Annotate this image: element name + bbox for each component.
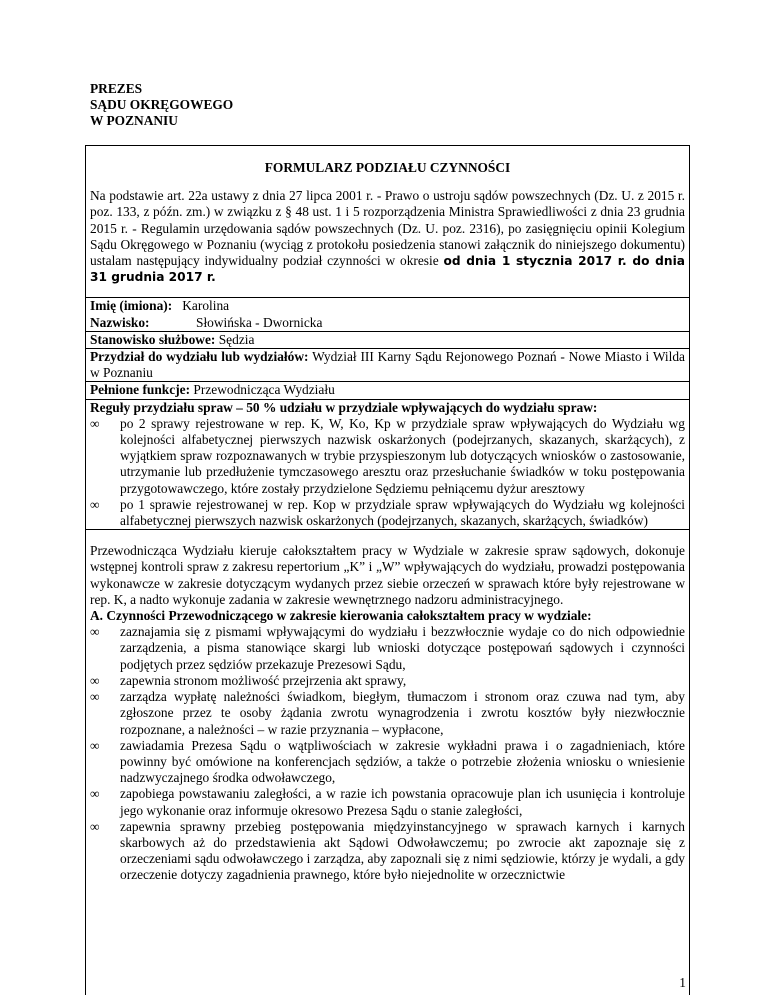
- bullet-icon: ∞: [90, 624, 100, 640]
- position-field: [86, 331, 689, 348]
- name-label: Imię (imiona):: [90, 298, 173, 314]
- list-item: ∞ zawiadamia Prezesa Sądu o wątpliwościach w zakresie wykładni prawa i o zagadnieniach, które powinny być omówione na konferencjach sędziów, a także o potrzebie złożenia wniosku o wniesienie nadzwyczajnego środka odwoławczego,: [90, 737, 685, 786]
- duties-paragraph: Przewodnicząca Wydziału kieruje całokształtem pracy w Wydziale w zakresie spraw sądowych, dokonuje wstępnej kontroli spraw z zakresu repertorium „K” i „W” wpływających do wydziału, prowadzi postępowania wykonawcze w zakresie dotyczącym wydanych przez siebie orzeczeń w sprawach które były rejestrowane w rep. K, a nadto wykonuje zadania w zakresie wewnętrznego nadzoru administracyjnego.: [90, 543, 685, 607]
- page-number: 1: [679, 975, 686, 990]
- form-intro: [90, 188, 685, 285]
- rules-heading: Reguły przydziału spraw – 50 % udziału w przydziale wpływających do wydziału spraw:: [90, 399, 598, 415]
- function-value: Przewodnicząca Wydziału: [193, 382, 335, 398]
- rules-list: [90, 416, 685, 529]
- header-line-2: SĄDU OKRĘGOWEGO: [90, 97, 234, 113]
- bullet-icon: ∞: [90, 415, 100, 431]
- form-box: [85, 145, 690, 995]
- bullet-icon: ∞: [90, 672, 100, 688]
- bullet-icon: ∞: [90, 496, 100, 512]
- bullet-icon: ∞: [90, 737, 100, 753]
- position-label: Stanowisko służbowe:: [90, 331, 216, 347]
- name-field: [86, 297, 689, 314]
- bullet-icon: ∞: [90, 786, 100, 802]
- list-item: ∞ zaznajamia się z pismami wpływającymi do wydziału i bezzwłocznie wydaje co do nich odpowiednie zarządzenia, a pisma stanowiące skargi lub wnioski dotyczące postępowań sądowych i czynności podjętych przez sędziów przekazuje Prezesowi Sądu,: [90, 624, 685, 672]
- list-item: ∞ zapewnia sprawny przebieg postępowania międzyinstancyjnego w sprawach karnych i karnych skarbowych aż do przedstawienia akt Sądowi Odwoławczemu; po zwrocie akt zapoznaje się z orzeczeniami sądu odwoławczego i zarządza, aby zapoznali się z nimi sędziowie, którzy je wydali, a gdy orzeczenie dotyczy zagadnienia prawnego, które było niejednolite w orzecznictwie: [90, 818, 685, 883]
- name-value: Karolina: [182, 298, 230, 314]
- header-line-1: PREZES: [90, 81, 143, 96]
- bullet-icon: ∞: [90, 818, 100, 834]
- surname-field: [90, 315, 685, 331]
- function-label: Pełnione funkcje:: [90, 382, 191, 398]
- section-a-list: [90, 624, 685, 883]
- department-label: Przydział do wydziału lub wydziałów:: [90, 349, 309, 365]
- surname-label: Nazwisko:: [90, 314, 150, 330]
- form-title: FORMULARZ PODZIAŁU CZYNNOŚCI: [264, 160, 511, 175]
- section-a-heading: A. Czynności Przewodniczącego w zakresie kierowania całokształtem pracy w wydziale:: [90, 608, 592, 624]
- intro-text: Na podstawie art. 22a ustawy z dnia 27 lipca 2001 r. - Prawo o ustroju sądów powszechnych (Dz. U. z 2015 r. poz. 133, z późn. zm.) w związku z § 48 ust. 1 i 5 rozporządzenia Ministra Sprawiedliwości z dnia 23 grudnia 2015 r. - Regulamin urzędowania sądów powszechnych (Dz. U. poz. 2316), po zasięgnięciu opinii Kolegium Sądu Okręgowego w Poznaniu (wyciąg z protokołu posiedzenia stanowi załącznik do niniejszego dokumentu) ustalam następujący indywidualny podział czynności w okresie: [90, 188, 685, 269]
- period-text: od dnia 1 stycznia 2017 r. do dnia 31 grudnia 2017 r.: [90, 254, 685, 285]
- bullet-icon: ∞: [90, 689, 100, 705]
- addressee-header: [90, 81, 233, 130]
- header-line-3: W POZNANIU: [90, 113, 178, 129]
- function-field: [86, 381, 689, 398]
- rules-section: [86, 399, 689, 530]
- department-value: Wydział III Karny Sądu Rejonowego Poznań - Nowe Miasto i Wilda w Poznaniu: [90, 349, 685, 381]
- position-value: Sędzia: [218, 331, 255, 347]
- list-item: ∞ zarządza wypłatę należności świadkom, biegłym, tłumaczom i stronom oraz czuwa nad tym, aby zgłoszone przez te osoby żądania zwrotu wynagrodzenia i zwrotu kosztów były niezwłocznie rozpoznane, a należności – w razie przyznania – wypłacone,: [90, 689, 685, 737]
- list-item: ∞ zapobiega powstawaniu zaległości, a w razie ich powstania opracowuje plan ich usunięcia i kontroluje jego wykonanie oraz informuje okresowo Prezesa Sądu o stanie zaległości,: [90, 786, 685, 818]
- section-divider: [86, 529, 689, 543]
- surname-value: Słowińska - Dwornicka: [196, 314, 323, 330]
- list-item: ∞ po 1 sprawie rejestrowanej w rep. Kop w przydziale spraw wpływających do Wydziału wg kolejności alfabetycznej pierwszych nazwisk oskarżonych (podejrzanych, skazanych, skarżących, świadków): [90, 496, 685, 529]
- department-field: [86, 348, 689, 381]
- list-item: ∞ zapewnia stronom możliwość przejrzenia akt sprawy,: [90, 672, 407, 688]
- list-item: ∞ po 2 sprawy rejestrowane w rep. K, W, Ko, Kp w przydziale spraw wpływających do Wydziału wg kolejności alfabetycznej pierwszych nazwisk oskarżonych (podejrzanych, skazanych, skarżących), z wyjątkiem spraw rozpoznawanych w trybie przyspieszonym lub dotyczących wniosków o zastosowanie, utrzymanie lub przedłużenie tymczasowego aresztu oraz przesłuchanie świadków w toku postępowania przygotowawczego, które zostały przydzielone Sędziemu pełniącemu dyżur aresztowy: [90, 415, 685, 496]
